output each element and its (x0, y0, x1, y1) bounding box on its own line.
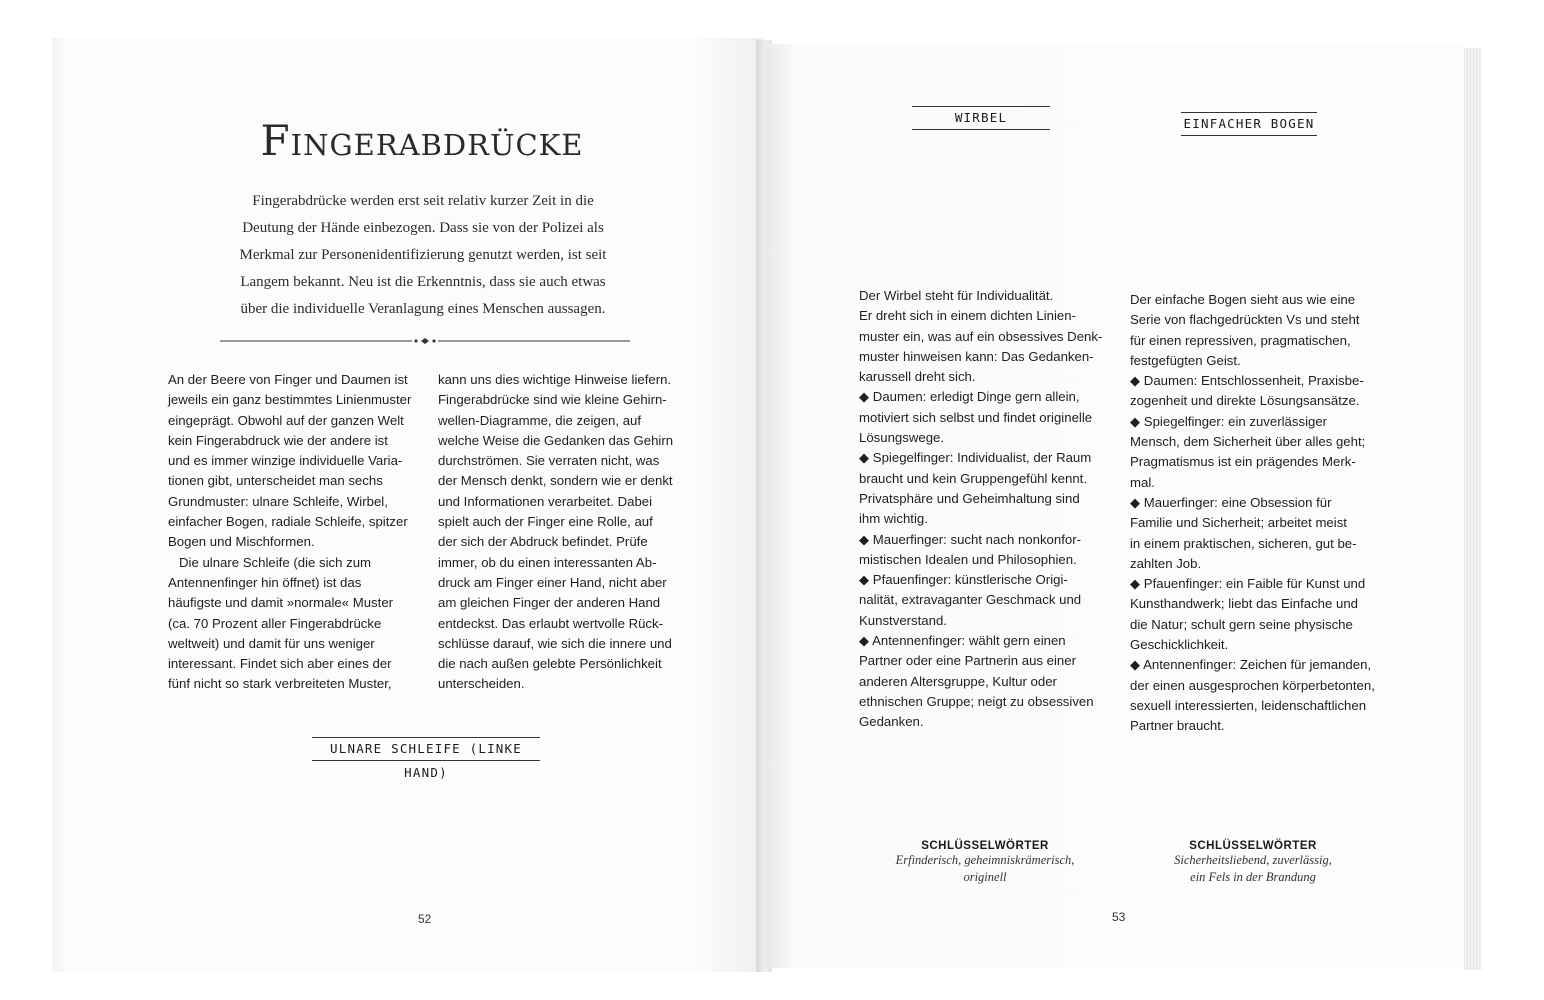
keywords-line: originell (963, 870, 1007, 884)
text-line: tionen gibt, unterscheidet man sechs (168, 473, 383, 489)
text-line: braucht und kein Gruppengefühl kennt. (859, 470, 1088, 486)
label-ulnare-schleife (312, 737, 540, 780)
intro-line: Merkmal zur Personenidentifizierung genutzt werden, ist seit (239, 247, 607, 263)
text-line: anderen Altersgruppe, Kultur oder (859, 673, 1057, 689)
text-line: Familie und Sicherheit; arbeitet meist (1130, 515, 1347, 531)
label-rule (912, 129, 1050, 130)
text-line: für einen repressiven, pragmatischen, (1130, 332, 1351, 348)
page-number-right: 53 (1112, 910, 1126, 924)
text-line: Pragmatismus ist ein prägendes Merk- (1130, 454, 1356, 470)
text-line: Lösungswege. (859, 430, 945, 446)
text-line: schlüsse darauf, wie sich die innere und (438, 635, 672, 651)
text-line: ◆ Pfauenfinger: künstlerische Origi- (859, 572, 1068, 588)
text-line: häufigste und damit »normale« Muster (168, 595, 394, 611)
text-line: und Informationen verarbeitet. Dabei (438, 493, 653, 509)
text-line: ◆ Antennenfinger: wählt gern einen (859, 633, 1066, 649)
page-title: Fingerabdrücke (260, 116, 584, 165)
text-line: eingeprägt. Obwohl auf der ganzen Welt (168, 412, 404, 428)
text-line: festgefügten Geist. (1130, 352, 1241, 368)
text-line: kein Fingerabdruck wie der andere ist (168, 432, 388, 448)
text-line: ◆ Daumen: Entschlossenheit, Praxisbe- (1130, 373, 1364, 389)
intro-paragraph (212, 188, 634, 323)
text-line: spielt auch der Finger eine Rolle, auf (438, 514, 653, 530)
text-line: Der Wirbel steht für Individualität. (859, 288, 1054, 303)
intro-line: über die individuelle Veranlagung eines Menschen aussagen. (240, 301, 606, 317)
text-line: sexuell interessierten, leidenschaftlichen (1130, 697, 1367, 713)
left-column-2 (438, 370, 673, 695)
text-line: unterscheiden. (438, 676, 525, 692)
text-line: immer, ob du einen interessanten Ab- (438, 554, 657, 570)
page-stack-edge (1464, 48, 1482, 970)
text-line: einfacher Bogen, radiale Schleife, spitzer (168, 514, 408, 530)
right-column-2 (1130, 290, 1375, 737)
text-line: ◆ Spiegelfinger: ein zuverlässiger (1130, 413, 1328, 429)
keywords-einfacher-bogen (1128, 840, 1378, 886)
text-line: Er dreht sich in einem dichten Linien- (859, 308, 1076, 324)
text-line: muster hinweisen kann: Das Gedanken- (859, 348, 1094, 364)
ornament-divider (220, 338, 630, 344)
text-line: am gleichen Finger der anderen Hand (438, 595, 661, 611)
text-line: der sich der Abdruck befindet. Prüfe (438, 534, 648, 550)
text-line: Privatsphäre und Geheimhaltung sind (859, 490, 1080, 506)
text-line: wellen-Diagramme, die zeigen, auf (438, 412, 642, 428)
text-line: ◆ Spiegelfinger: Individualist, der Raum (859, 450, 1092, 466)
text-line: karussell dreht sich. (859, 369, 976, 385)
label-text: WIRBEL (954, 110, 1008, 125)
text-line: durchströmen. Sie verraten nicht, was (438, 453, 660, 469)
text-line: (ca. 70 Prozent aller Fingerabdrücke (168, 615, 382, 631)
text-line: weltweit) und damit für uns weniger (168, 635, 375, 651)
text-line: jeweils ein ganz bestimmtes Linienmuster (168, 392, 412, 408)
text-line: welche Weise die Gedanken das Gehirn (438, 432, 674, 448)
text-line: druck am Finger einer Hand, nicht aber (438, 574, 667, 590)
text-line: ◆ Daumen: erledigt Dinge gern allein, (859, 389, 1080, 405)
text-line: der einen ausgesprochen körperbetonten, (1130, 677, 1375, 693)
text-line: fünf nicht so stark verbreiteten Muster, (168, 676, 392, 692)
text-line: zogenheit und direkte Lösungsansätze. (1130, 393, 1360, 409)
label-rule (312, 760, 540, 761)
text-line: Fingerabdrücke sind wie kleine Gehirn- (438, 392, 667, 408)
text-line: und es immer winzige individuelle Varia- (168, 453, 403, 469)
page-number-left: 52 (418, 912, 432, 926)
keywords-line: Erfinderisch, geheimniskrämerisch, (895, 853, 1075, 867)
label-rule (1181, 135, 1317, 136)
text-line: interessant. Findet sich aber eines der (168, 656, 392, 672)
text-line: Partner braucht. (1130, 718, 1225, 734)
text-line: in einem praktischen, sicheren, gut be- (1130, 535, 1357, 551)
text-line: ◆ Mauerfinger: eine Obsession für (1130, 494, 1332, 510)
text-line: Serie von flachgedrückten Vs und steht (1130, 312, 1360, 328)
label-text: ULNARE SCHLEIFE (LINKE HAND) (330, 741, 522, 780)
label-text: EINFACHER BOGEN (1183, 116, 1315, 131)
label-rule (312, 737, 540, 738)
text-line: motiviert sich selbst und findet originelle (859, 409, 1093, 425)
right-column-1 (859, 286, 1102, 733)
keywords-wirbel (860, 840, 1110, 886)
text-line: Partner oder eine Partnerin aus einer (859, 653, 1076, 669)
text-line: muster ein, was auf ein obsessives Denk- (859, 328, 1103, 344)
label-rule (1181, 112, 1317, 113)
text-line: ◆ Antennenfinger: Zeichen für jemanden, (1130, 657, 1372, 673)
keywords-title: SCHLÜSSELWÖRTER (1189, 840, 1317, 852)
text-line: ◆ Pfauenfinger: ein Faible für Kunst und (1130, 576, 1366, 592)
text-line: die Natur; schult gern seine physische (1130, 616, 1353, 632)
intro-line: Fingerabdrücke werden erst seit relativ kurzer Zeit in die (252, 193, 594, 209)
text-line: Grundmuster: ulnare Schleife, Wirbel, (168, 493, 388, 509)
keywords-text (1128, 852, 1378, 886)
keywords-line: ein Fels in der Brandung (1190, 870, 1316, 884)
text-line: mistischen Idealen und Philosophien. (859, 551, 1077, 567)
text-line: Antennenfinger hin öffnet) ist das (168, 574, 362, 590)
text-line: entdeckst. Das erlaubt wertvolle Rück- (438, 615, 664, 631)
text-line: ihm wichtig. (859, 511, 928, 527)
text-line: der Mensch denkt, sondern wie er denkt (438, 473, 673, 489)
text-line: kann uns dies wichtige Hinweise liefern. (438, 372, 672, 387)
text-line: Gedanken. (859, 714, 924, 730)
text-line: ethnischen Gruppe; neigt zu obsessiven (859, 693, 1094, 709)
text-line: zahlten Job. (1130, 555, 1202, 571)
label-einfacher-bogen (1181, 112, 1317, 136)
text-line: An der Beere von Finger und Daumen ist (168, 372, 408, 387)
keywords-title: SCHLÜSSELWÖRTER (921, 840, 1049, 852)
text-line: Kunsthandwerk; liebt das Einfache und (1130, 596, 1358, 612)
intro-line: Langem bekannt. Neu ist die Erkenntnis, dass sie auch etwas (240, 274, 606, 290)
text-line: nalität, extravaganter Geschmack und (859, 592, 1082, 608)
keywords-line: Sicherheitsliebend, zuverlässig, (1174, 853, 1332, 867)
text-line: Der einfache Bogen sieht aus wie eine (1130, 292, 1356, 307)
text-line: Geschicklichkeit. (1130, 637, 1229, 653)
text-line: ◆ Mauerfinger: sucht nach nonkonfor- (859, 531, 1081, 547)
text-line: Kunstverstand. (859, 612, 947, 628)
text-line: Bogen und Mischformen. (168, 534, 315, 550)
text-line: Mensch, dem Sicherheit über alles geht; (1130, 434, 1366, 450)
text-line: die nach außen gelebte Persönlichkeit (438, 656, 662, 672)
left-column-1 (168, 370, 411, 695)
intro-line: Deutung der Hände einbezogen. Dass sie von der Polizei als (242, 220, 604, 236)
text-line: Die ulnare Schleife (die sich zum (168, 554, 372, 570)
keywords-text (860, 852, 1110, 886)
label-rule (912, 106, 1050, 107)
label-wirbel (912, 106, 1050, 130)
text-line: mal. (1130, 474, 1155, 490)
